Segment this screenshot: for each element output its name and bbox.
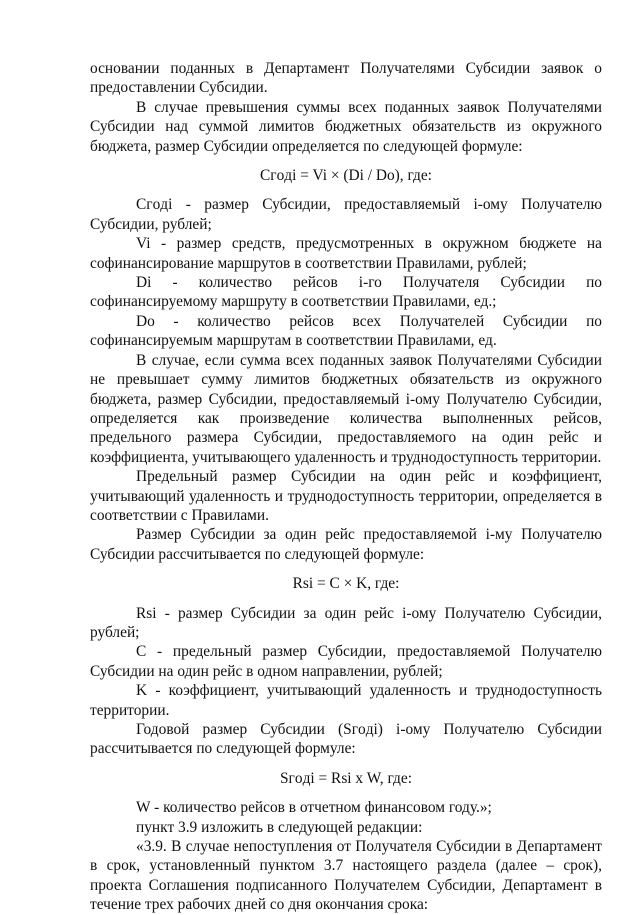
definition-cgodi: Cгoдi - размер Субсидии, предоставляемый i-ому Получателю Субсидии, рублей; xyxy=(90,196,602,233)
paragraph-within-limits: В случае, если сумма всех поданных заявок Получателями Субсидии не превышает сумму лимитов бюджетных обязательств из окружного бюджета, размер Субсидии, предоставляемый i-ому Получателю Субсидии, определяется как произведение количества выполненных рейсов, предельного размера Субсидии, предоставляемого на один рейс и коэффициента, учитывающего удаленность и труднодоступность территории. xyxy=(90,351,602,466)
formula-annual-subsidy: Sгoдi = Rsi x W, где: xyxy=(280,769,412,787)
formula-annual-subsidy-by-trips: Cгoдi = Vi × (Di / Do), где: xyxy=(260,167,432,185)
document-page xyxy=(90,59,602,915)
definition-rsi: Rsi - размер Субсидии за один рейс i-ому Получателю Субсидии, рублей; xyxy=(90,604,602,641)
paragraph-excess-applications: В случае превышения суммы всех поданных заявок Получателями Субсидии над суммой лимитов бюджетных обязательств из окружного бюджета, размер Субсидии определяется по следующей формуле: xyxy=(90,98,602,155)
definition-do: Do - количество рейсов всех Получателей Субсидии по софинансируемым маршрутам в соответствии Правилами, ед. xyxy=(90,312,602,350)
definition-c: C - предельный размер Субсидии, предоставляемой Получателю Субсидии на один рейс в одном направлении, рублей; xyxy=(90,643,602,680)
paragraph-clause-3-9: «3.9. В случае непоступления от Получателя Субсидии в Департамент в срок, установленный пунктом 3.7 настоящего раздела (далее – срок), проекта Соглашения подписанного Получателем Субсидии, Департамент в течение трех рабочих дней со дня окончания срока: xyxy=(90,838,602,914)
paragraph-per-trip-subsidy: Размер Субсидии за один рейс предоставляемой i-му Получателю Субсидии рассчитывается по следующей формуле: xyxy=(90,526,602,563)
definition-w: W - количество рейсов в отчетном финансовом году.»; xyxy=(136,799,492,817)
definition-vi: Vi - размер средств, предусмотренных в окружном бюджете на софинансирование маршрутов в соответствии Правилами, рублей; xyxy=(90,235,602,272)
paragraph-subsidy-applications-end: основании поданных в Департамент Получателями Субсидии заявок о предоставлении Субсидии. xyxy=(90,60,602,97)
formula-per-trip-subsidy: Rsi = C × K, где: xyxy=(292,575,400,593)
definition-k: K - коэффициент, учитывающий удаленность и труднодоступность территории. xyxy=(90,682,602,719)
paragraph-limit-and-coefficient: Предельный размер Субсидии на один рейс и коэффициент, учитывающий удаленность и труднодоступность территории, определяется в соответствии с Правилами. xyxy=(90,468,602,524)
definition-di: Di - количество рейсов i-го Получателя Субсидии по софинансируемому маршруту в соответствии Правилами, ед.; xyxy=(90,274,602,311)
paragraph-annual-subsidy: Годовой размер Субсидии (Sгoдi) i-ому Получателю Субсидии рассчитывается по следующей формуле: xyxy=(90,721,602,758)
paragraph-clause-3-9-intro: пункт 3.9 изложить в следующей редакции: xyxy=(136,818,423,836)
